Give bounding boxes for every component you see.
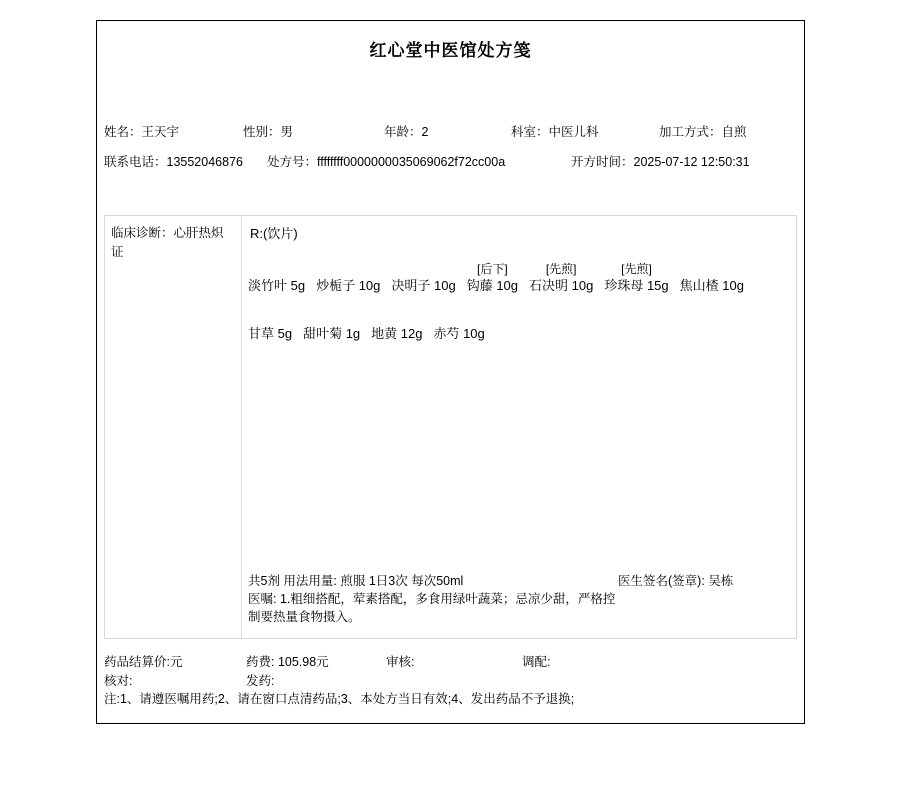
prescription-number: 处方号：ffffffff0000000035069062f72cc00a — [267, 155, 506, 169]
herb-name-qty: 地黄 12g — [371, 326, 423, 341]
herb-item — [680, 260, 744, 294]
herb-name-qty: 钩藤 10g — [466, 278, 519, 293]
issue-label: 发药: — [246, 674, 275, 688]
herb-item — [248, 260, 305, 294]
herb-name-qty: 决明子 10g — [391, 278, 456, 293]
patient-department: 科室：中医儿科 — [511, 125, 599, 139]
herb-decoction-note: [先煎] — [545, 262, 577, 276]
prescription-box — [104, 215, 797, 639]
medicine-fee: 药费: 105.98元 — [246, 655, 329, 669]
dosage-line — [248, 572, 900, 590]
diagnosis-column — [105, 216, 242, 638]
herb-name-qty: 甘草 5g — [248, 326, 293, 341]
herb-decoction-note — [391, 260, 455, 278]
herb-item — [248, 326, 292, 342]
herb-item — [467, 260, 518, 294]
herb-decoction-note — [248, 260, 305, 278]
rx-column — [242, 216, 796, 638]
patient-phone: 联系电话：13552046876 — [104, 155, 243, 169]
rx-label: R:(饮片) — [250, 226, 298, 241]
doctor-signature: 医生签名(签章): 吴栋 — [618, 574, 734, 588]
herb-name-qty: 淡竹叶 5g — [248, 278, 306, 293]
herb-item — [303, 326, 360, 342]
herb-item — [391, 260, 455, 294]
dosage-summary: 共5剂 用法用量: 煎服 1日3次 每次50ml — [248, 574, 464, 588]
dispense-label: 调配: — [522, 655, 551, 669]
herb-row-1 — [248, 260, 755, 294]
processing-method: 加工方式：自煎 — [659, 125, 747, 139]
prescription-time: 开方时间：2025-07-12 12:50:31 — [571, 155, 750, 169]
herb-decoction-note: [后下] — [477, 262, 508, 276]
herb-decoction-note — [680, 260, 744, 278]
clinical-diagnosis: 临床诊断：心肝热炽证 — [111, 226, 224, 259]
prescription-sheet — [96, 20, 805, 724]
herb-name-qty: 珍珠母 15g — [604, 278, 669, 293]
herb-decoction-note: [先煎] — [621, 262, 652, 276]
herb-item — [433, 326, 484, 342]
patient-gender: 性别：男 — [243, 125, 294, 139]
herb-item — [529, 260, 593, 294]
patient-name: 姓名：王天宇 — [104, 125, 180, 139]
review-label: 审核: — [386, 655, 415, 669]
herb-name-qty: 焦山楂 10g — [679, 278, 744, 293]
herb-decoction-note — [316, 260, 380, 278]
patient-age: 年龄：2 — [384, 125, 429, 139]
herb-row-2 — [248, 324, 496, 342]
rx-bottom-section — [248, 572, 900, 626]
herb-item — [316, 260, 380, 294]
settlement-price-label: 药品结算价:元 — [104, 655, 183, 669]
prescription-title: 红心堂中医馆处方笺 — [369, 41, 532, 60]
herb-item — [604, 260, 668, 294]
herb-name-qty: 炒栀子 10g — [316, 278, 381, 293]
doctor-advice: 医嘱: 1.粗细搭配，荤素搭配，多食用绿叶蔬菜；忌凉少甜，严格控制要热量食物摄入。 — [248, 592, 616, 624]
herb-name-qty: 甜叶菊 1g — [303, 326, 361, 341]
herb-name-qty: 赤芍 10g — [433, 326, 485, 341]
check-label: 核对: — [104, 674, 133, 688]
footer-note: 注:1、请遵医嘱用药;2、请在窗口点清药品;3、本处方当日有效;4、发出药品不予退换; — [104, 692, 575, 706]
herb-name-qty: 石决明 10g — [529, 278, 594, 293]
herb-item — [371, 326, 422, 342]
